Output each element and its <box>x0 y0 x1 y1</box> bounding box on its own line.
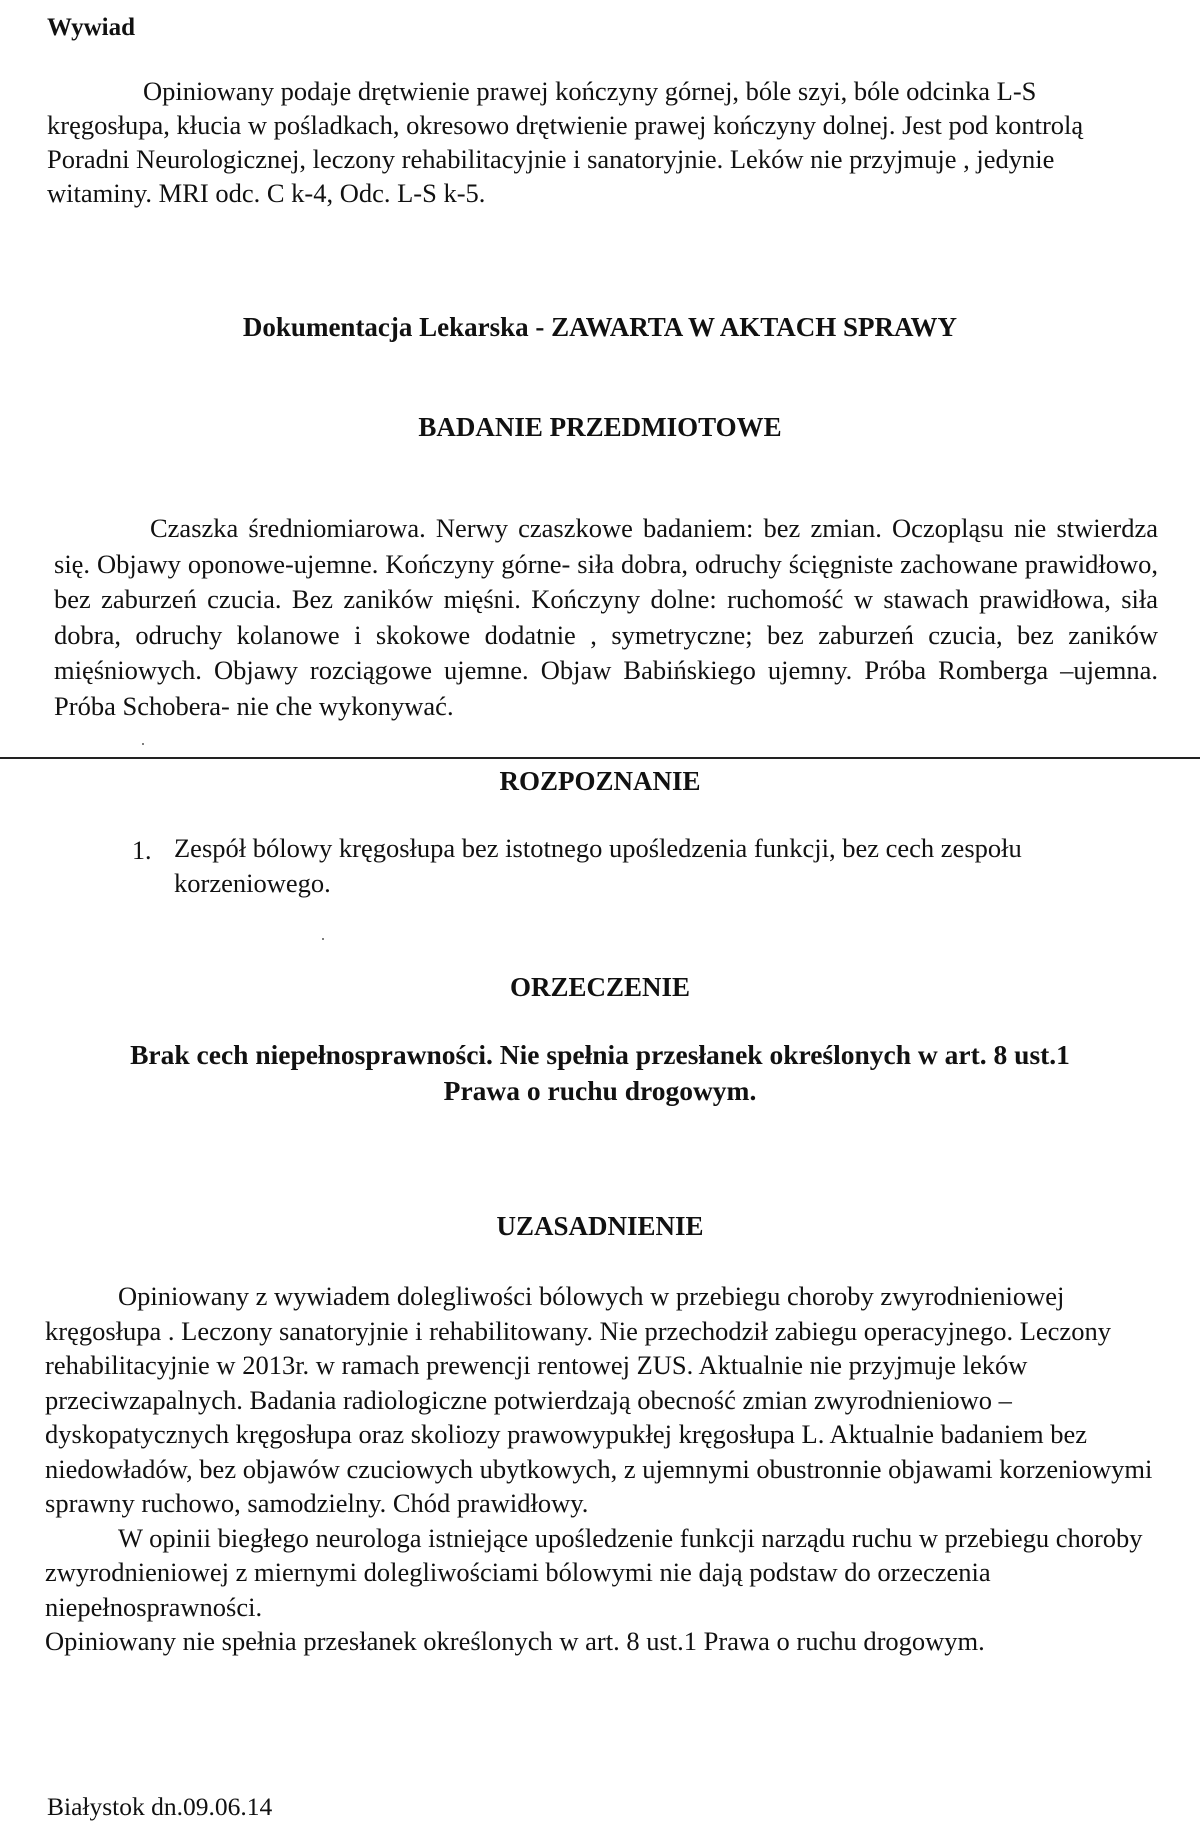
diagnosis-item-text: Zespół bólowy kręgosłupa bez istotnego upośledzenia funkcji, bez cech zespołu korzeniowego. <box>174 833 1022 898</box>
section-divider <box>0 757 1200 759</box>
examination-paragraph: Czaszka średniomiarowa. Nerwy czaszkowe badaniem: bez zmian. Oczopląsu nie stwierdza się. Objawy oponowe-ujemne. Kończyny górne- siła dobra, odruchy ścięgniste zachowane prawidłowo, bez zaburzeń czucia. Bez zaników mięśni. Kończyny dolne: ruchomość w stawach prawidłowa, siła dobra, odruchy kolanowe i skokowe dodatnie , symetryczne; bez zaburzeń czucia, bez zaników mięśniowych. Objawy rozciągowe ujemne. Objaw Babińskiego ujemny. Próba Romberga –ujemna. Próba Schobera- nie che wykonywać. <box>54 513 1158 721</box>
ruling-heading: ORZECZENIE <box>509 972 691 1002</box>
justification-paragraph-3: Opiniowany nie spełnia przesłanek określonych w art. 8 ust.1 Prawa o ruchu drogowym. <box>45 1626 985 1656</box>
place-date: Białystok dn.09.06.14 <box>47 1792 273 1821</box>
diagnosis-heading: ROZPOZNANIE <box>499 766 701 796</box>
justification-text <box>45 1279 1160 1659</box>
examination-text <box>54 511 1158 724</box>
documentation-heading: Dokumentacja Lekarska - ZAWARTA W AKTACH SPRAWY <box>242 312 958 342</box>
examination-heading: BADANIE PRZEDMIOTOWE <box>418 412 782 442</box>
justification-heading: UZASADNIENIE <box>496 1211 704 1241</box>
interview-title: Wywiad <box>47 14 135 41</box>
justification-paragraph-1: Opiniowany z wywiadem dolegliwości bólowych w przebiegu choroby zwyrodnieniowej kręgosłupa . Leczony sanatoryjnie i rehabilitowany. Nie przechodził zabiegu operacyjnego. Leczony rehabilitacyjnie w 2013r. w ramach prewencji rentowej ZUS. Aktualnie nie przyjmuje leków przeciwzapalnych. Badania radiologiczne potwierdzają obecność zmian zwyrodnieniowo – dyskopatycznych kręgosłupa oraz skoliozy prawowypukłej kręgosłupa L. Aktualnie badaniem bez niedowładów, bez objawów czuciowych ubytkowych, z ujemnymi obustronnie objawami korzeniowymi sprawny ruchowo, samodzielny. Chód prawidłowy. <box>45 1281 1153 1518</box>
ruling-line-1: Brak cech niepełnosprawności. Nie spełnia przesłanek określonych w art. 8 ust.1 <box>130 1039 1070 1070</box>
speck-mark <box>142 743 144 745</box>
speck-mark <box>322 938 324 940</box>
interview-text <box>47 74 1147 210</box>
ruling-line-2: Prawa o ruchu drogowym. <box>443 1075 757 1106</box>
diagnosis-item-number: 1. <box>132 836 152 865</box>
interview-paragraph: Opiniowany podaje drętwienie prawej kończyny górnej, bóle szyi, bóle odcinka L-S kręgosłupa, kłucia w pośladkach, okresowo drętwienie prawej kończyny dolnej. Jest pod kontrolą Poradni Neurologicznej, leczony rehabilitacyjnie i sanatoryjnie. Leków nie przyjmuje , jedynie witaminy. MRI odc. C k-4, Odc. L-S k-5. <box>47 76 1084 208</box>
justification-paragraph-2: W opinii biegłego neurologa istniejące upośledzenie funkcji narządu ruchu w przebiegu choroby zwyrodnieniowej z miernymi dolegliwościami bólowymi nie dają podstaw do orzeczenia niepełnosprawności. <box>45 1522 1143 1622</box>
